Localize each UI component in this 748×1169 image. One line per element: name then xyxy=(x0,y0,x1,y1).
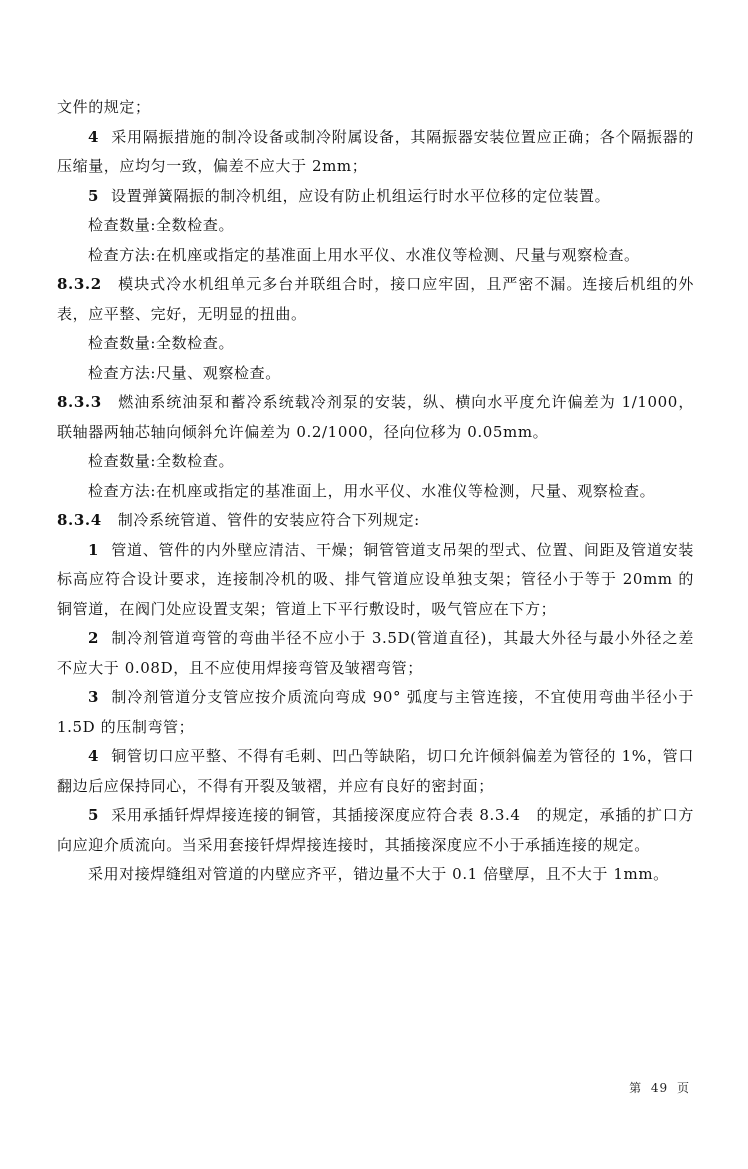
numbered-item xyxy=(57,683,694,742)
paragraph-text: 检查方法:尺量、观察检查。 xyxy=(88,363,281,382)
clause-number: 8.3.4 xyxy=(57,511,102,529)
body-paragraph xyxy=(57,447,694,477)
paragraph-text: 检查方法:在机座或指定的基准面上，用水平仪、水准仪等检测，尺量、观察检查。 xyxy=(88,481,656,500)
paragraph-text: 采用隔振措施的制冷设备或制冷附属设备，其隔振器安装位置应正确；各个隔振器的压缩量，应均匀一致，偏差不应大于 2mm； xyxy=(57,127,694,175)
item-number: 1 xyxy=(88,540,100,559)
item-number: 5 xyxy=(88,186,100,205)
paragraph-text: 检查数量:全数检查。 xyxy=(88,334,235,352)
body-paragraph xyxy=(57,860,694,890)
body-paragraph xyxy=(57,241,694,271)
body-paragraph xyxy=(57,477,694,507)
item-number: 3 xyxy=(88,688,100,706)
section-clause xyxy=(57,506,694,536)
item-number: 4 xyxy=(88,127,100,146)
paragraph-text: 模块式冷水机组单元多台并联组合时，接口应牢固，且严密不漏。连接后机组的外表，应平整、完好，无明显的扭曲。 xyxy=(57,275,694,323)
document-body xyxy=(57,93,694,890)
numbered-item xyxy=(57,801,694,860)
body-paragraph xyxy=(57,329,694,359)
item-number: 5 xyxy=(88,806,100,824)
paragraph-text: 制冷系统管道、管件的安装应符合下列规定: xyxy=(117,511,420,529)
paragraph-text: 采用对接焊缝组对管道的内壁应齐平，错边量不大于 0.1 倍壁厚，且不大于 1mm。 xyxy=(88,865,669,883)
paragraph-text: 管道、管件的内外壁应清洁、干燥；铜管管道支吊架的型式、位置、间距及管道安装标高应符合设计要求，连接制冷机的吸、排气管道应设单独支架；管径小于等于 20mm 的铜管道，在阀门处应设置支架；管道上下平行敷设时，吸气管应在下方； xyxy=(57,540,694,618)
paragraph-text: 检查方法:在机座或指定的基准面上用水平仪、水准仪等检测、尺量与观察检查。 xyxy=(88,245,640,264)
paragraph-text: 检查数量:全数检查。 xyxy=(88,452,235,470)
paragraph-text: 铜管切口应平整、不得有毛刺、凹凸等缺陷，切口允许倾斜偏差为管径的 1%，管口翻边后应保持同心，不得有开裂及皱褶，并应有良好的密封面； xyxy=(57,747,694,795)
item-number: 2 xyxy=(88,629,100,647)
paragraph-text: 检查数量:全数检查。 xyxy=(88,216,235,234)
body-paragraph xyxy=(57,359,694,389)
paragraph-text: 采用承插钎焊焊接连接的铜管，其插接深度应符合表 8.3.4 的规定，承插的扩口方向应迎介质流向。当采用套接钎焊焊接连接时，其插接深度应不小于承插连接的规定。 xyxy=(57,806,694,854)
section-clause xyxy=(57,388,694,447)
numbered-item xyxy=(57,182,694,212)
paragraph-text: 燃油系统油泵和蓄冷系统载冷剂泵的安装，纵、横向水平度允许偏差为 1/1000，联轴器两轴芯轴向倾斜允许偏差为 0.2/1000，径向位移为 0.05mm。 xyxy=(57,393,694,441)
section-clause xyxy=(57,270,694,329)
page-number: 第 49 页 xyxy=(629,1081,690,1095)
numbered-item xyxy=(57,742,694,801)
paragraph-text: 制冷剂管道分支管应按介质流向弯成 90° 弧度与主管连接，不宜使用弯曲半径小于 1.5D 的压制弯管； xyxy=(57,688,694,736)
item-number: 4 xyxy=(88,747,100,765)
numbered-item xyxy=(57,624,694,683)
body-paragraph xyxy=(57,211,694,241)
paragraph-text: 制冷剂管道弯管的弯曲半径不应小于 3.5D(管道直径)，其最大外径与最小外径之差不应大于 0.08D，且不应使用焊接弯管及皱褶弯管； xyxy=(57,629,694,677)
body-paragraph xyxy=(57,93,694,123)
paragraph-text: 文件的规定； xyxy=(57,98,151,116)
clause-number: 8.3.2 xyxy=(57,275,102,293)
paragraph-text: 设置弹簧隔振的制冷机组，应设有防止机组运行时水平位移的定位装置。 xyxy=(111,186,611,205)
clause-number: 8.3.3 xyxy=(57,393,102,411)
numbered-item xyxy=(57,536,694,625)
numbered-item xyxy=(57,123,694,182)
